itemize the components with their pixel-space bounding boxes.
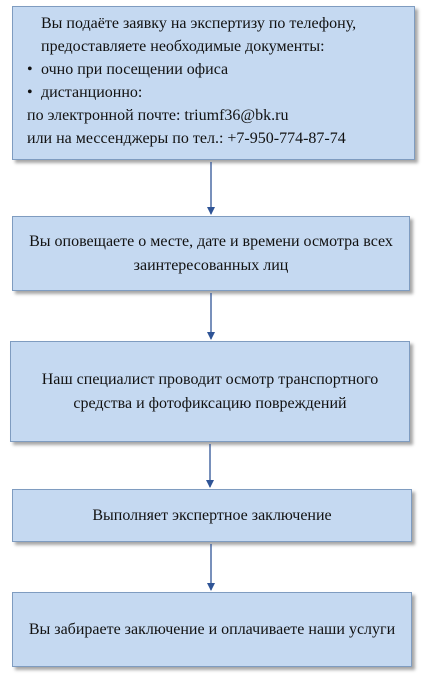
step-4-box	[12, 489, 412, 542]
step-5-box	[12, 592, 412, 667]
step-1-intro: Вы подаёте заявку на экспертизу по телефону, предоставляете необходимые документы:	[41, 15, 357, 55]
step-1-options-list	[27, 58, 404, 104]
step-1-option-office: • очно при посещении офиса	[27, 58, 404, 81]
step-3-box	[10, 341, 410, 442]
step-1-box	[12, 6, 415, 160]
step-2-box	[12, 216, 410, 291]
step-1-phone-line: или на мессенджеры по тел.: +7-950-774-87-74	[27, 130, 346, 147]
step-3-text: Наш специалист проводит осмотр транспортного средства и фотофиксацию повреждений	[41, 370, 379, 412]
step-4-text: Выполняет экспертное заключение	[92, 506, 332, 524]
step-2-text: Вы оповещаете о месте, дате и времени осмотра всех заинтересованных лиц	[29, 232, 393, 274]
step-1-email-line: по электронной почте: triumf36@bk.ru	[27, 107, 289, 124]
step-5-text: Вы забираете заключение и оплачиваете наши услуги	[28, 620, 396, 638]
step-1-option-remote: • дистанционно:	[27, 81, 404, 104]
